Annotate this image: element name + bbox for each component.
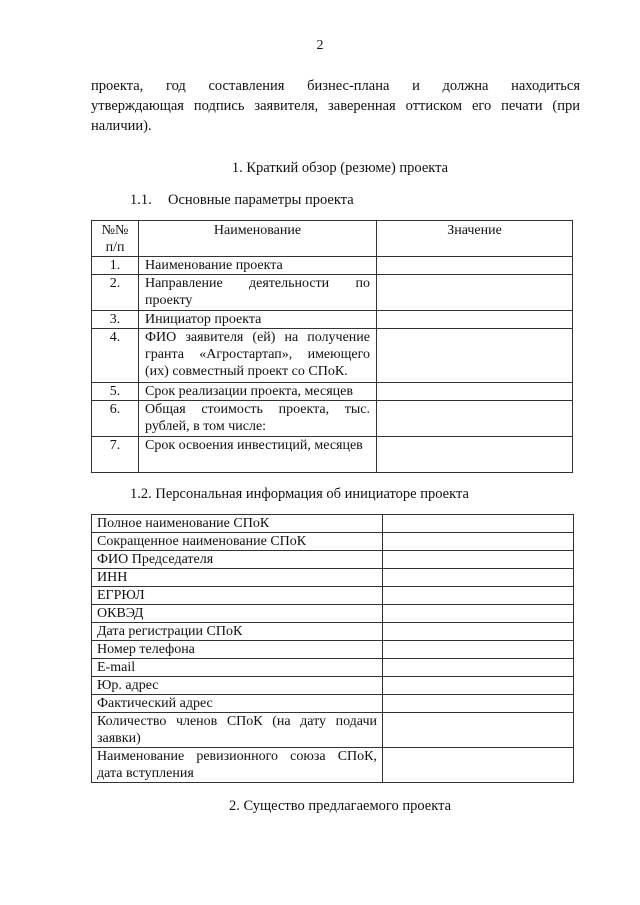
table-row bbox=[92, 677, 574, 695]
table-row bbox=[92, 329, 573, 383]
row-name: Направление деятельности по проекту bbox=[139, 275, 377, 311]
row-number: 1. bbox=[92, 257, 139, 275]
row-value-cell[interactable] bbox=[377, 275, 573, 311]
row-name: Сокращенное наименование СПоК bbox=[92, 533, 383, 551]
row-value-cell[interactable] bbox=[377, 311, 573, 329]
row-name: ЕГРЮЛ bbox=[92, 587, 383, 605]
section-1-title: 1. Краткий обзор (резюме) проекта bbox=[231, 160, 449, 176]
row-value-cell[interactable] bbox=[383, 748, 574, 783]
row-number: 5. bbox=[92, 383, 139, 401]
row-name: Полное наименование СПоК bbox=[92, 515, 383, 533]
table-row bbox=[92, 275, 573, 311]
table-row bbox=[92, 587, 574, 605]
row-name: ОКВЭД bbox=[92, 605, 383, 623]
row-name: Наименование ревизионного союза СПоК, дата вступления bbox=[92, 748, 383, 783]
row-value-cell[interactable] bbox=[383, 533, 574, 551]
table-row bbox=[92, 257, 573, 275]
subsection-1-1-title bbox=[130, 192, 354, 209]
table-row bbox=[92, 695, 574, 713]
row-name: E-mail bbox=[92, 659, 383, 677]
row-name: Наименование проекта bbox=[139, 257, 377, 275]
row-value-cell[interactable] bbox=[383, 713, 574, 748]
table-header-row bbox=[92, 221, 573, 257]
row-name: Общая стоимость проекта, тыс. рублей, в том числе: bbox=[139, 401, 377, 437]
row-name: Дата регистрации СПоК bbox=[92, 623, 383, 641]
row-value-cell[interactable] bbox=[383, 623, 574, 641]
row-value-cell[interactable] bbox=[377, 437, 573, 473]
row-number: 2. bbox=[92, 275, 139, 311]
table-row bbox=[92, 569, 574, 587]
table-row bbox=[92, 713, 574, 748]
row-value-cell[interactable] bbox=[383, 605, 574, 623]
table-row bbox=[92, 748, 574, 783]
table-row bbox=[92, 605, 574, 623]
row-name: ФИО заявителя (ей) на получение гранта «Агростартап», имеющего (их) совместный проект со СПоК. bbox=[139, 329, 377, 383]
row-name: Количество членов СПоК (на дату подачи заявки) bbox=[92, 713, 383, 748]
row-name: Срок реализации проекта, месяцев bbox=[139, 383, 377, 401]
row-value-cell[interactable] bbox=[377, 383, 573, 401]
initiator-info-table bbox=[91, 514, 574, 783]
row-name: Номер телефона bbox=[92, 641, 383, 659]
row-value-cell[interactable] bbox=[383, 515, 574, 533]
row-value-cell[interactable] bbox=[383, 641, 574, 659]
table-row bbox=[92, 437, 573, 473]
intro-line-1: проекта, год составления бизнес-плана и должна находиться bbox=[91, 78, 580, 94]
row-value-cell[interactable] bbox=[383, 587, 574, 605]
table-row bbox=[92, 551, 574, 569]
row-value-cell[interactable] bbox=[383, 551, 574, 569]
table-row bbox=[92, 623, 574, 641]
row-number: 6. bbox=[92, 401, 139, 437]
section-2-title: 2. Существо предлагаемого проекта bbox=[228, 798, 452, 814]
row-number: 4. bbox=[92, 329, 139, 383]
subsection-1-2-title: 1.2. Персональная информация об инициаторе проекта bbox=[130, 486, 469, 502]
row-value-cell[interactable] bbox=[383, 569, 574, 587]
row-name: Фактический адрес bbox=[92, 695, 383, 713]
row-value-cell[interactable] bbox=[377, 401, 573, 437]
intro-paragraph bbox=[91, 76, 580, 136]
row-value-cell[interactable] bbox=[383, 695, 574, 713]
row-value-cell[interactable] bbox=[383, 659, 574, 677]
row-value-cell[interactable] bbox=[383, 677, 574, 695]
intro-line-2: утверждающая подпись заявителя, заверенная оттиском его печати (при bbox=[91, 98, 580, 114]
table-row bbox=[92, 401, 573, 437]
table-row bbox=[92, 383, 573, 401]
table-row bbox=[92, 515, 574, 533]
table-row bbox=[92, 659, 574, 677]
page-number: 2 bbox=[316, 38, 324, 53]
subsection-1-1-label: Основные параметры проекта bbox=[168, 192, 354, 208]
subsection-1-1-number: 1.1. bbox=[130, 192, 152, 208]
row-value-cell[interactable] bbox=[377, 257, 573, 275]
table-row bbox=[92, 641, 574, 659]
project-parameters-table bbox=[91, 220, 573, 473]
row-name: Инициатор проекта bbox=[139, 311, 377, 329]
row-number: 3. bbox=[92, 311, 139, 329]
header-value: Значение bbox=[377, 221, 573, 257]
header-name: Наименование bbox=[139, 221, 377, 257]
row-name: Юр. адрес bbox=[92, 677, 383, 695]
row-name: Срок освоения инвестиций, месяцев bbox=[139, 437, 377, 473]
intro-line-3: наличии). bbox=[91, 118, 152, 134]
row-name: ИНН bbox=[92, 569, 383, 587]
row-name: ФИО Председателя bbox=[92, 551, 383, 569]
header-number: №№ п/п bbox=[92, 221, 139, 257]
row-number: 7. bbox=[92, 437, 139, 473]
row-value-cell[interactable] bbox=[377, 329, 573, 383]
table-row bbox=[92, 533, 574, 551]
table-row bbox=[92, 311, 573, 329]
